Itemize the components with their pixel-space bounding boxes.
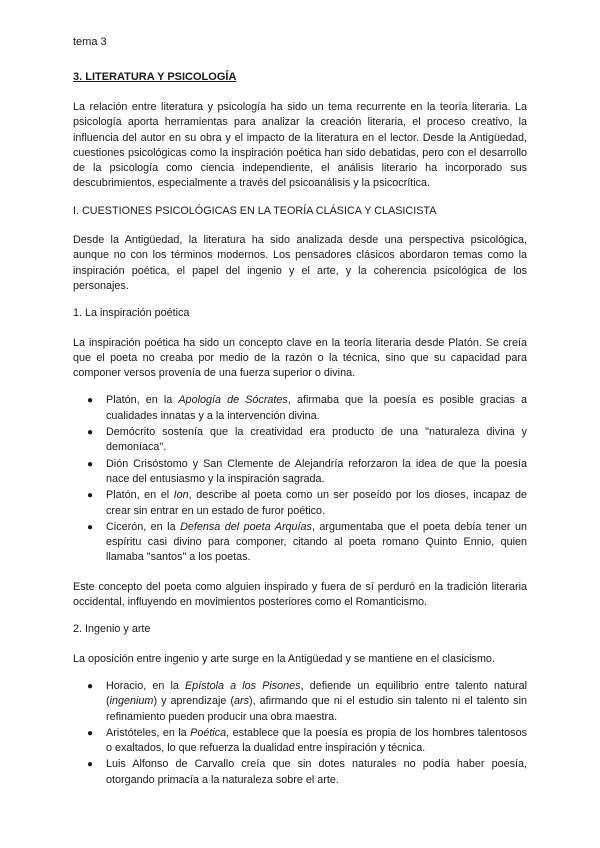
section-intro-paragraph: Desde la Antigüedad, la literatura ha sido analizada desde una perspectiva psicológica, aunque no con los términos modernos. Los pensadores clásicos abordaron temas como la inspiración poética, el papel del ingenio y el arte, y la coherencia psicológica de los personajes. — [73, 234, 527, 292]
ingenio-paragraph: La oposición entre ingenio y arte surge en la Antigüedad y se mantiene en el clasicismo. — [73, 652, 495, 665]
inspiracion-paragraph: La inspiración poética ha sido un concepto clave en la teoría literaria desde Platón. Se creía que el poeta no creaba por medio de la razón o la técnica, sino que su capacidad para componer versos provenía de una fuerza superior o divina. — [73, 336, 527, 380]
intro-paragraph: La relación entre literatura y psicología ha sido un tema recurrente en la teoría literaria. La psicología aporta herramientas para analizar la creación literaria, el proceso creativo, la influencia del autor en su obra y el impacto de la literatura en el lector. Desde la Antigüedad, cuestiones psicológicas como la inspiración poética han sido debatidas, pero con el desarrollo de la psicología como ciencia independiente, el análisis literario ha incorporado sus descubrimientos, especialmente a través del psicoanálisis y la psicocrítica. — [73, 101, 527, 190]
bullet-icon: ● — [87, 759, 94, 771]
bullet-icon: ● — [87, 727, 94, 739]
subsection-heading-ingenio: 2. Ingenio y arte — [73, 623, 151, 636]
section-heading: I. CUESTIONES PSICOLÓGICAS EN LA TEORÍA CLÁSICA Y CLASICISTA — [73, 204, 437, 217]
bullet-icon: ● — [87, 427, 94, 439]
list-item: ● Horacio, en la Epístola a los Pisones, defiende un equilibrio entre talento natural (ingenium) y aprendizaje (ars), afirmando que ni el estudio sin talento ni el talento sin refinamiento pueden producir una obra maestra. — [87, 679, 527, 723]
bullet-icon: ● — [87, 395, 94, 407]
inspiracion-list — [73, 393, 527, 565]
section-title: 3. LITERATURA Y PSICOLOGÍA — [73, 71, 237, 83]
list-item: ● Demócrito sostenía que la creatividad era producto de una "naturaleza divina y demoníaca". — [87, 426, 527, 454]
bullet-icon: ● — [87, 521, 94, 533]
subsection-heading-inspiracion: 1. La inspiración poética — [73, 307, 190, 320]
list-item: ● Cicerón, en la Defensa del poeta Arquías, argumentaba que el poeta debía tener un espíritu casi divino para componer, citando al poeta romano Quinto Ennio, quien llamaba "santos" a los poetas. — [87, 520, 527, 564]
list-item: ● Aristóteles, en la Poética, establece que la poesía es propia de los hombres talentosos o exaltados, lo que refuerza la dualidad entre inspiración y técnica. — [87, 726, 527, 755]
page-header: tema 3 — [73, 36, 107, 48]
list-item: ● Platón, en la Apología de Sócrates, afirmaba que la poesía es posible gracias a cualidades innatas y a la intervención divina. — [87, 394, 527, 422]
bullet-icon: ● — [87, 490, 94, 502]
bullet-icon: ● — [87, 680, 94, 692]
ingenio-list — [73, 679, 527, 788]
list-item: ● Platón, en el Ion, describe al poeta como un ser poseído por los dioses, incapaz de crear sin entrar en un estado de furor poético. — [87, 489, 527, 517]
inspiracion-conclusion: Este concepto del poeta como alguien inspirado y fuera de sí perduró en la tradición literaria occidental, influyendo en movimientos posteriores como el Romanticismo. — [73, 580, 527, 609]
bullet-icon: ● — [87, 458, 94, 470]
list-item: ● Luis Alfonso de Carvallo creía que sin dotes naturales no podía haber poesía, otorgando primacía a la naturaleza sobre el arte. — [87, 758, 527, 786]
list-item: ● Dión Crisóstomo y San Clemente de Alejandría reforzaron la idea de que la poesía nace del entusiasmo y la inspiración sagrada. — [87, 457, 527, 485]
document-body — [73, 70, 527, 802]
